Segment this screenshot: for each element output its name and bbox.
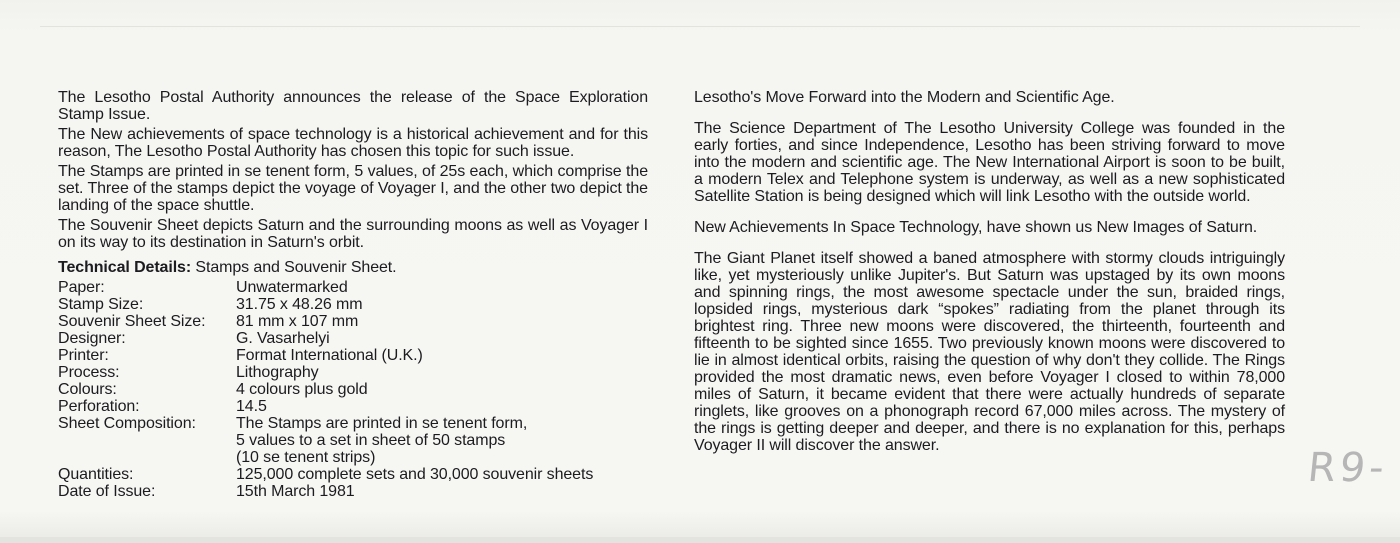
detail-value: Unwatermarked [236, 279, 348, 296]
section-heading: Lesotho's Move Forward into the Modern and Scientific Age. [694, 89, 1115, 106]
detail-row-quantities [58, 466, 648, 483]
detail-row-sheet-composition [58, 415, 648, 466]
technical-details-heading [58, 259, 648, 276]
detail-label: Quantities: [58, 466, 134, 483]
detail-row-perforation [58, 398, 648, 415]
announcement-paragraph: The Lesotho Postal Authority announces the release of the Space Exploration Stamp Issue. [58, 89, 648, 123]
detail-value-multiline [236, 415, 648, 466]
detail-row-souvenir-sheet-size [58, 313, 648, 330]
detail-value: The Stamps are printed in se tenent form, [236, 415, 528, 432]
souvenir-sheet-paragraph: The Souvenir Sheet depicts Saturn and the surrounding moons as well as Voyager I on its way to its destination in Saturn's orbit. [58, 217, 648, 251]
left-column [58, 89, 648, 500]
detail-row-stamp-size [58, 296, 648, 313]
detail-value-continued: (10 se tenent strips) [236, 449, 376, 466]
detail-row-paper [58, 279, 648, 296]
detail-value: Lithography [236, 364, 319, 381]
stamps-paragraph: The Stamps are printed in se tenent form, 5 values, of 25s each, which comprise the set. Three of the stamps depict the voyage of Voyager I, and the other two depict the landing of the space shuttle. [58, 163, 648, 214]
new-achievements-paragraph: New Achievements In Space Technology, have shown us New Images of Saturn. [694, 219, 1258, 236]
detail-value: Format International (U.K.) [236, 347, 423, 364]
detail-value: 14.5 [236, 398, 267, 415]
detail-label: Perforation: [58, 398, 140, 415]
technical-details-list [58, 279, 648, 500]
detail-label: Process: [58, 364, 120, 381]
science-department-paragraph: The Science Department of The Lesotho University College was founded in the early forties, and since Independence, Lesotho has been striving forward to move into the modern and scientific age. The New International Airport is soon to be built, a modern Telex and Telephone system is underway, as well as a new sophisticated Satellite Station is being designed which will link Lesotho with the outside world. [694, 120, 1285, 205]
handwritten-note: R9- [1305, 445, 1391, 491]
detail-value: 4 colours plus gold [236, 381, 368, 398]
detail-label: Sheet Composition: [58, 415, 196, 432]
detail-label: Souvenir Sheet Size: [58, 313, 206, 330]
detail-row-printer [58, 347, 648, 364]
paper-bottom-edge [0, 537, 1400, 543]
detail-label: Paper: [58, 279, 105, 296]
right-column [694, 89, 1285, 454]
detail-label: Date of Issue: [58, 483, 156, 500]
detail-label: Colours: [58, 381, 117, 398]
saturn-paragraph: The Giant Planet itself showed a baned atmosphere with stormy clouds intriguingly like, yet mysteriously unlike Jupiter's. But Saturn was upstaged by its own moons and spinning rings, the most awesome spectacle under the sun, braided rings, lopsided rings, mysterious dark “spokes” radiating from the planet through its brightest ring. Three new moons were discovered, the thirteenth, fourteenth and fifteenth to be sighted since 1655. Two previously known moons were discovered to lie in almost identical orbits, raising the question of why don't they collide. The Rings provided the most dramatic news, even before Voyager I closed to within 78,000 miles of Saturn, it became evident that there were actually hundreds of separate ringlets, like grooves on a phonograph record 67,000 miles across. The mystery of the rings is getting deeper and deeper, and there is no explanation for this, perhaps Voyager II will discover the answer. [694, 250, 1285, 454]
detail-value: G. Vasarhelyi [236, 330, 330, 347]
detail-row-date-of-issue [58, 483, 648, 500]
detail-value: 31.75 x 48.26 mm [236, 296, 363, 313]
fold-line [40, 26, 1360, 27]
detail-row-colours [58, 381, 648, 398]
technical-details-subject: Stamps and Souvenir Sheet. [191, 259, 397, 276]
detail-value-continued: 5 values to a set in sheet of 50 stamps [236, 432, 506, 449]
reason-paragraph: The New achievements of space technology is a historical achievement and for this reason, The Lesotho Postal Authority has chosen this topic for such issue. [58, 126, 648, 160]
detail-value: 125,000 complete sets and 30,000 souvenir sheets [236, 466, 594, 483]
detail-label: Designer: [58, 330, 126, 347]
detail-label: Printer: [58, 347, 109, 364]
detail-label: Stamp Size: [58, 296, 144, 313]
detail-row-designer [58, 330, 648, 347]
detail-value: 15th March 1981 [236, 483, 355, 500]
detail-value: 81 mm x 107 mm [236, 313, 359, 330]
detail-row-process [58, 364, 648, 381]
technical-details-label: Technical Details: [58, 259, 192, 276]
